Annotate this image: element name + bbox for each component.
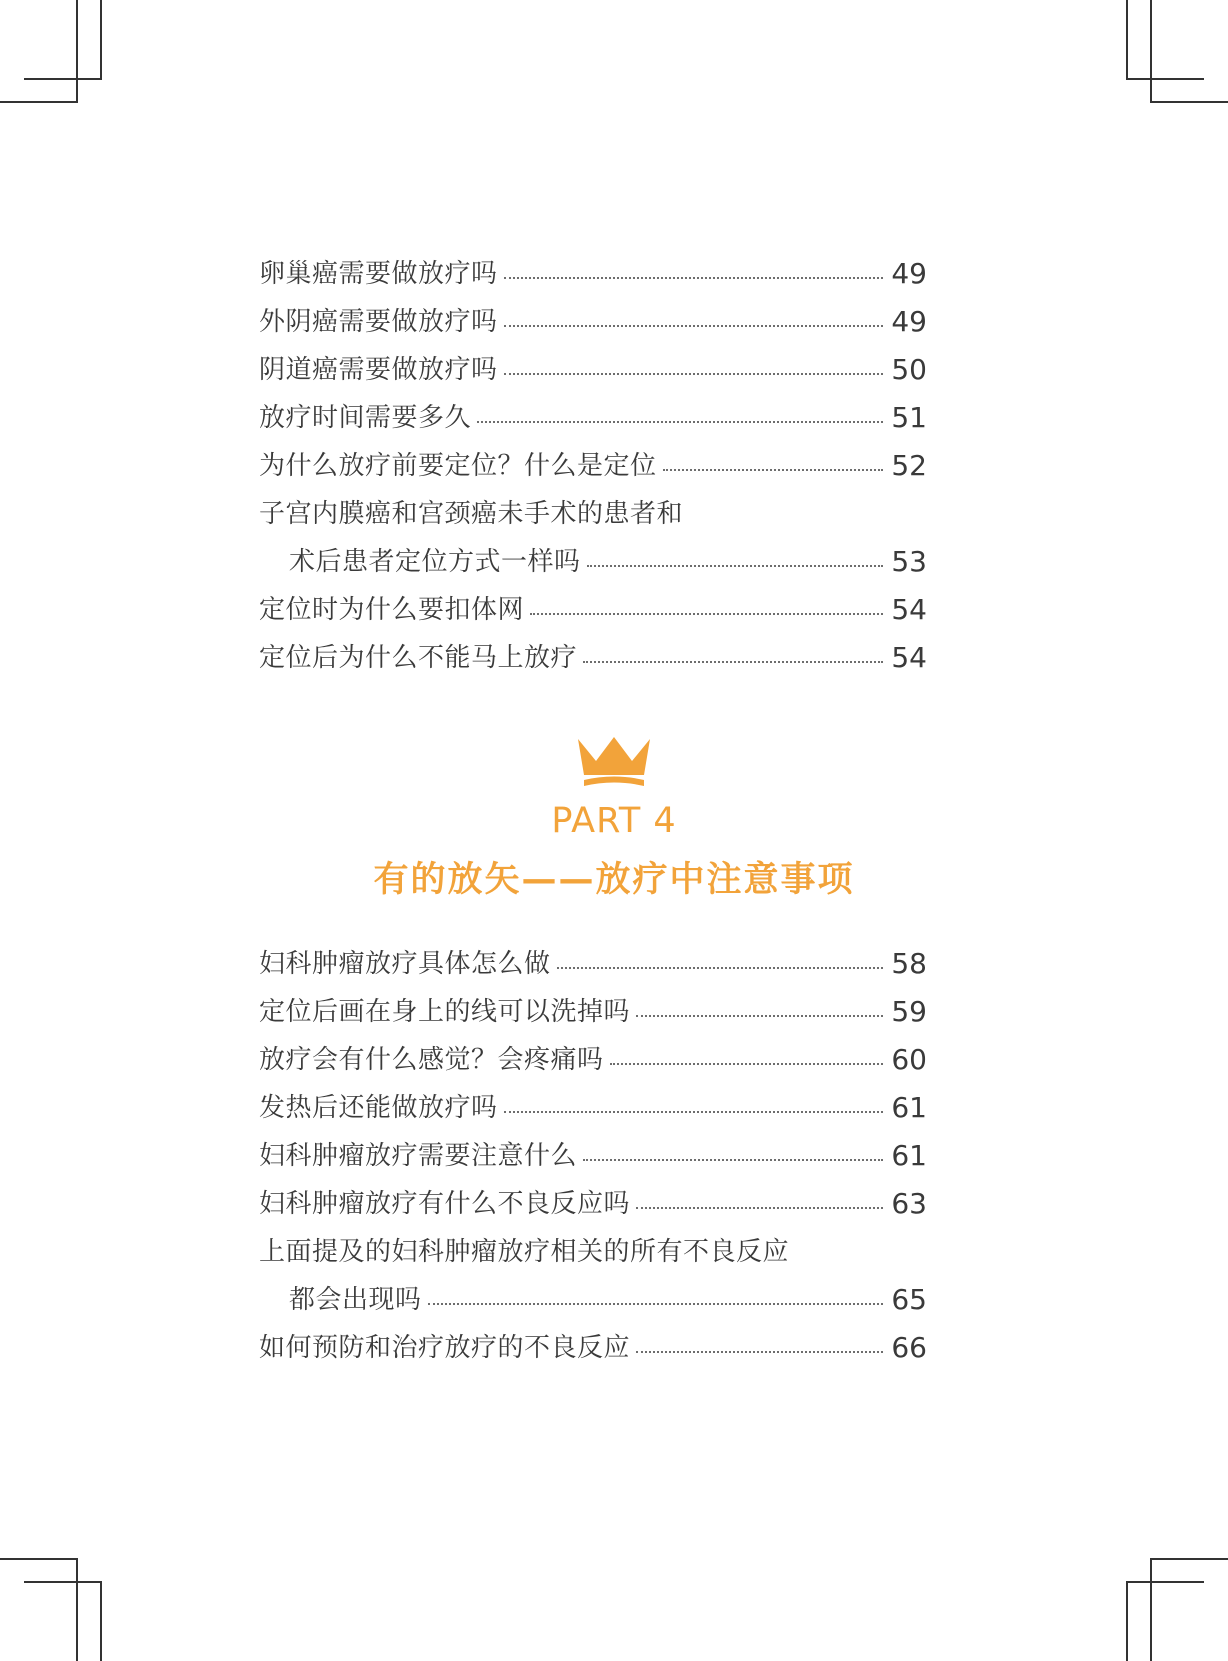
toc-entry-title: 定位后为什么不能马上放疗 bbox=[259, 643, 578, 673]
toc-entry-continuation[interactable] bbox=[259, 538, 927, 586]
toc-entry[interactable] bbox=[259, 1180, 927, 1228]
toc-entry-title: 放疗时间需要多久 bbox=[259, 403, 472, 433]
toc-entry-title: 如何预防和治疗放疗的不良反应 bbox=[259, 1333, 631, 1363]
toc-entry-continuation[interactable] bbox=[259, 1276, 927, 1324]
part-label: PART 4 bbox=[551, 801, 677, 841]
toc-entry-title: 卵巢癌需要做放疗吗 bbox=[259, 259, 498, 289]
toc-entry-title: 为什么放疗前要定位？什么是定位 bbox=[259, 451, 657, 481]
toc-entry-title: 妇科肿瘤放疗有什么不良反应吗 bbox=[259, 1189, 631, 1219]
toc-entry[interactable] bbox=[259, 442, 927, 490]
toc-entry-page: 58 bbox=[891, 947, 927, 980]
toc-entry[interactable] bbox=[259, 1324, 927, 1372]
toc-entry-title: 外阴癌需要做放疗吗 bbox=[259, 307, 498, 337]
dot-leader bbox=[610, 1063, 883, 1065]
toc-entry-title: 上面提及的妇科肿瘤放疗相关的所有不良反应 bbox=[259, 1237, 790, 1267]
toc-entry-title: 子宫内膜癌和宫颈癌未手术的患者和 bbox=[259, 499, 684, 529]
toc-entry-page: 52 bbox=[891, 449, 927, 482]
toc-entry[interactable] bbox=[259, 634, 927, 682]
toc-entry[interactable] bbox=[259, 1132, 927, 1180]
toc-entry-page: 61 bbox=[891, 1139, 927, 1172]
toc-entry-title: 定位时为什么要扣体网 bbox=[259, 595, 525, 625]
toc-entry[interactable] bbox=[259, 346, 927, 394]
dot-leader bbox=[636, 1015, 883, 1017]
dot-leader bbox=[477, 421, 883, 423]
toc-entry-page: 65 bbox=[891, 1283, 927, 1316]
toc-entry-page: 61 bbox=[891, 1091, 927, 1124]
toc-entry-title: 放疗会有什么感觉？会疼痛吗 bbox=[259, 1045, 604, 1075]
toc-entry[interactable] bbox=[259, 394, 927, 442]
part-title: 有的放矢——放疗中注意事项 bbox=[373, 860, 855, 900]
toc-entry-first-line[interactable] bbox=[259, 490, 927, 538]
toc-entry[interactable] bbox=[259, 940, 927, 988]
toc-entry-page: 50 bbox=[891, 353, 927, 386]
toc-entry-page: 53 bbox=[891, 545, 927, 578]
toc-entry-title: 都会出现吗 bbox=[289, 1285, 422, 1315]
toc-entry[interactable] bbox=[259, 1084, 927, 1132]
toc-entry-page: 66 bbox=[891, 1331, 927, 1364]
toc-entry[interactable] bbox=[259, 298, 927, 346]
toc-entry[interactable] bbox=[259, 988, 927, 1036]
toc-entry-page: 63 bbox=[891, 1187, 927, 1220]
dot-leader bbox=[583, 661, 883, 663]
dot-leader bbox=[636, 1207, 883, 1209]
toc-entry-page: 60 bbox=[891, 1043, 927, 1076]
toc-entry-page: 54 bbox=[891, 593, 927, 626]
toc-entry-page: 59 bbox=[891, 995, 927, 1028]
dot-leader bbox=[504, 277, 883, 279]
toc-entry-page: 54 bbox=[891, 641, 927, 674]
toc-entry[interactable] bbox=[259, 250, 927, 298]
dot-leader bbox=[557, 967, 883, 969]
dot-leader bbox=[428, 1303, 883, 1305]
toc-entry-title: 妇科肿瘤放疗需要注意什么 bbox=[259, 1141, 578, 1171]
toc-section-b bbox=[259, 940, 927, 1372]
toc-entry[interactable] bbox=[259, 586, 927, 634]
toc-entry-title: 发热后还能做放疗吗 bbox=[259, 1093, 498, 1123]
dot-leader bbox=[504, 373, 883, 375]
toc-entry-title: 妇科肿瘤放疗具体怎么做 bbox=[259, 949, 551, 979]
dot-leader bbox=[663, 469, 883, 471]
toc-section-a bbox=[259, 250, 927, 682]
dot-leader bbox=[587, 565, 883, 567]
dot-leader bbox=[504, 1111, 883, 1113]
dot-leader bbox=[583, 1159, 883, 1161]
dot-leader bbox=[504, 325, 883, 327]
toc-entry-first-line[interactable] bbox=[259, 1228, 927, 1276]
toc-entry-title: 阴道癌需要做放疗吗 bbox=[259, 355, 498, 385]
dot-leader bbox=[636, 1351, 883, 1353]
toc-entry-page: 49 bbox=[891, 305, 927, 338]
toc-entry-title: 定位后画在身上的线可以洗掉吗 bbox=[259, 997, 631, 1027]
toc-entry-title: 术后患者定位方式一样吗 bbox=[289, 547, 581, 577]
toc-entry[interactable] bbox=[259, 1036, 927, 1084]
crown-icon bbox=[574, 735, 654, 791]
toc-entry-page: 51 bbox=[891, 401, 927, 434]
dot-leader bbox=[530, 613, 883, 615]
part-heading bbox=[0, 735, 1228, 905]
toc-entry-page: 49 bbox=[891, 257, 927, 290]
